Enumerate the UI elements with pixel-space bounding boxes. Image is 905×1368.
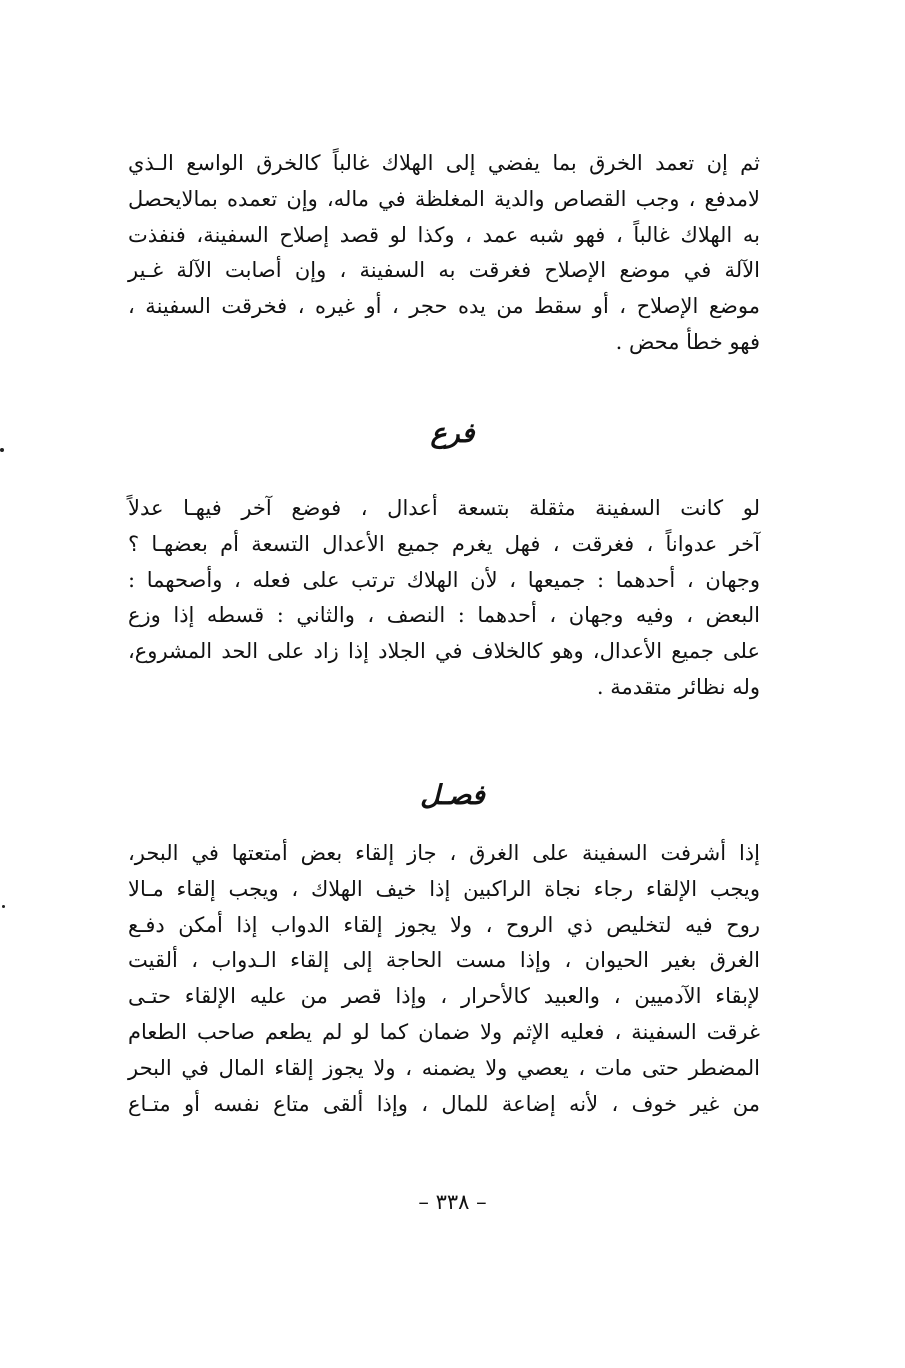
text-line: وله نظائر متقدمة . <box>596 674 760 699</box>
text-line: إذا أشرفت السفينة على الغرق ، جاز إلقاء بعض أمتعتها في البحر، <box>128 841 760 865</box>
page-number: – ٣٣٨ – <box>418 1190 487 1214</box>
text-line: لإبقاء الآدميين ، والعبيد كالأحرار ، وإذا قصر من عليه الإلقاء حتـى <box>128 984 760 1009</box>
text-line: وجهان ، أحدهما : جميعها ، لأن الهلاك ترتب على فعله ، وأصحهما : <box>128 567 760 592</box>
text-line: لو كانت السفينة مثقلة بتسعة أعدال ، فوضع آخر فيهـا عدلاً <box>128 496 760 520</box>
text-line: موضع الإصلاح ، أو سقط من يده حجر ، أو غيره ، فخرقت السفينة ، <box>128 294 760 319</box>
text-line: غرقت السفينة ، فعليه الإثم ولا ضمان كما لو لم يطعم صاحب الطعام <box>128 1019 760 1044</box>
paragraph-2 <box>128 491 760 706</box>
text-line: روح فيه لتخليص ذي الروح ، ولا يجوز إلقاء الدواب إذا أمكن دفـع <box>128 912 760 937</box>
text-line: من غير خوف ، لأنه إضاعة للمال ، وإذا ألقى متاع نفسه أو متـاع <box>128 1091 760 1116</box>
scan-speck <box>2 905 5 908</box>
section-heading-far: فرع <box>430 418 475 449</box>
text-line: لامدفع ، وجب القصاص والدية المغلظة في ماله، وإن تعمده بمالايحصل <box>128 186 760 211</box>
paragraph-3 <box>128 836 760 1122</box>
text-line: آخر عدواناً ، فغرقت ، فهل يغرم جميع الأعدال التسعة أم بعضهـا ؟ <box>128 531 760 556</box>
text-line: ويجب الإلقاء رجاء نجاة الراكبين إذا خيف الهلاك ، ويجب إلقاء مـالا <box>128 876 760 901</box>
text-line: ثم إن تعمد الخرق بما يفضي إلى الهلاك غالباً كالخرق الواسع الـذي <box>128 151 760 175</box>
scan-speck <box>0 448 4 452</box>
text-line: على جميع الأعدال، وهو كالخلاف في الجلاد إذا زاد على الحد المشروع، <box>128 639 760 664</box>
text-line: المضطر حتى مات ، يعصي ولا يضمنه ، ولا يجوز إلقاء المال في البحر <box>128 1055 760 1080</box>
paragraph-1 <box>128 146 760 361</box>
text-line: البعض ، وفيه وجهان ، أحدهما : النصف ، والثاني : قسطه إذا وزع <box>128 603 760 628</box>
text-line: فهو خطأ محض . <box>615 329 760 354</box>
text-line: الغرق بغير الحيوان ، وإذا مست الحاجة إلى إلقاء الـدواب ، ألقيت <box>128 948 760 973</box>
section-heading-fasl: فصـل <box>420 780 485 811</box>
text-line: به الهلاك غالباً ، فهو شبه عمد ، وكذا لو قصد إصلاح السفينة، فنفذت <box>128 222 760 247</box>
text-line: الآلة في موضع الإصلاح فغرقت به السفينة ، وإن أصابت الآلة غـير <box>128 258 760 283</box>
